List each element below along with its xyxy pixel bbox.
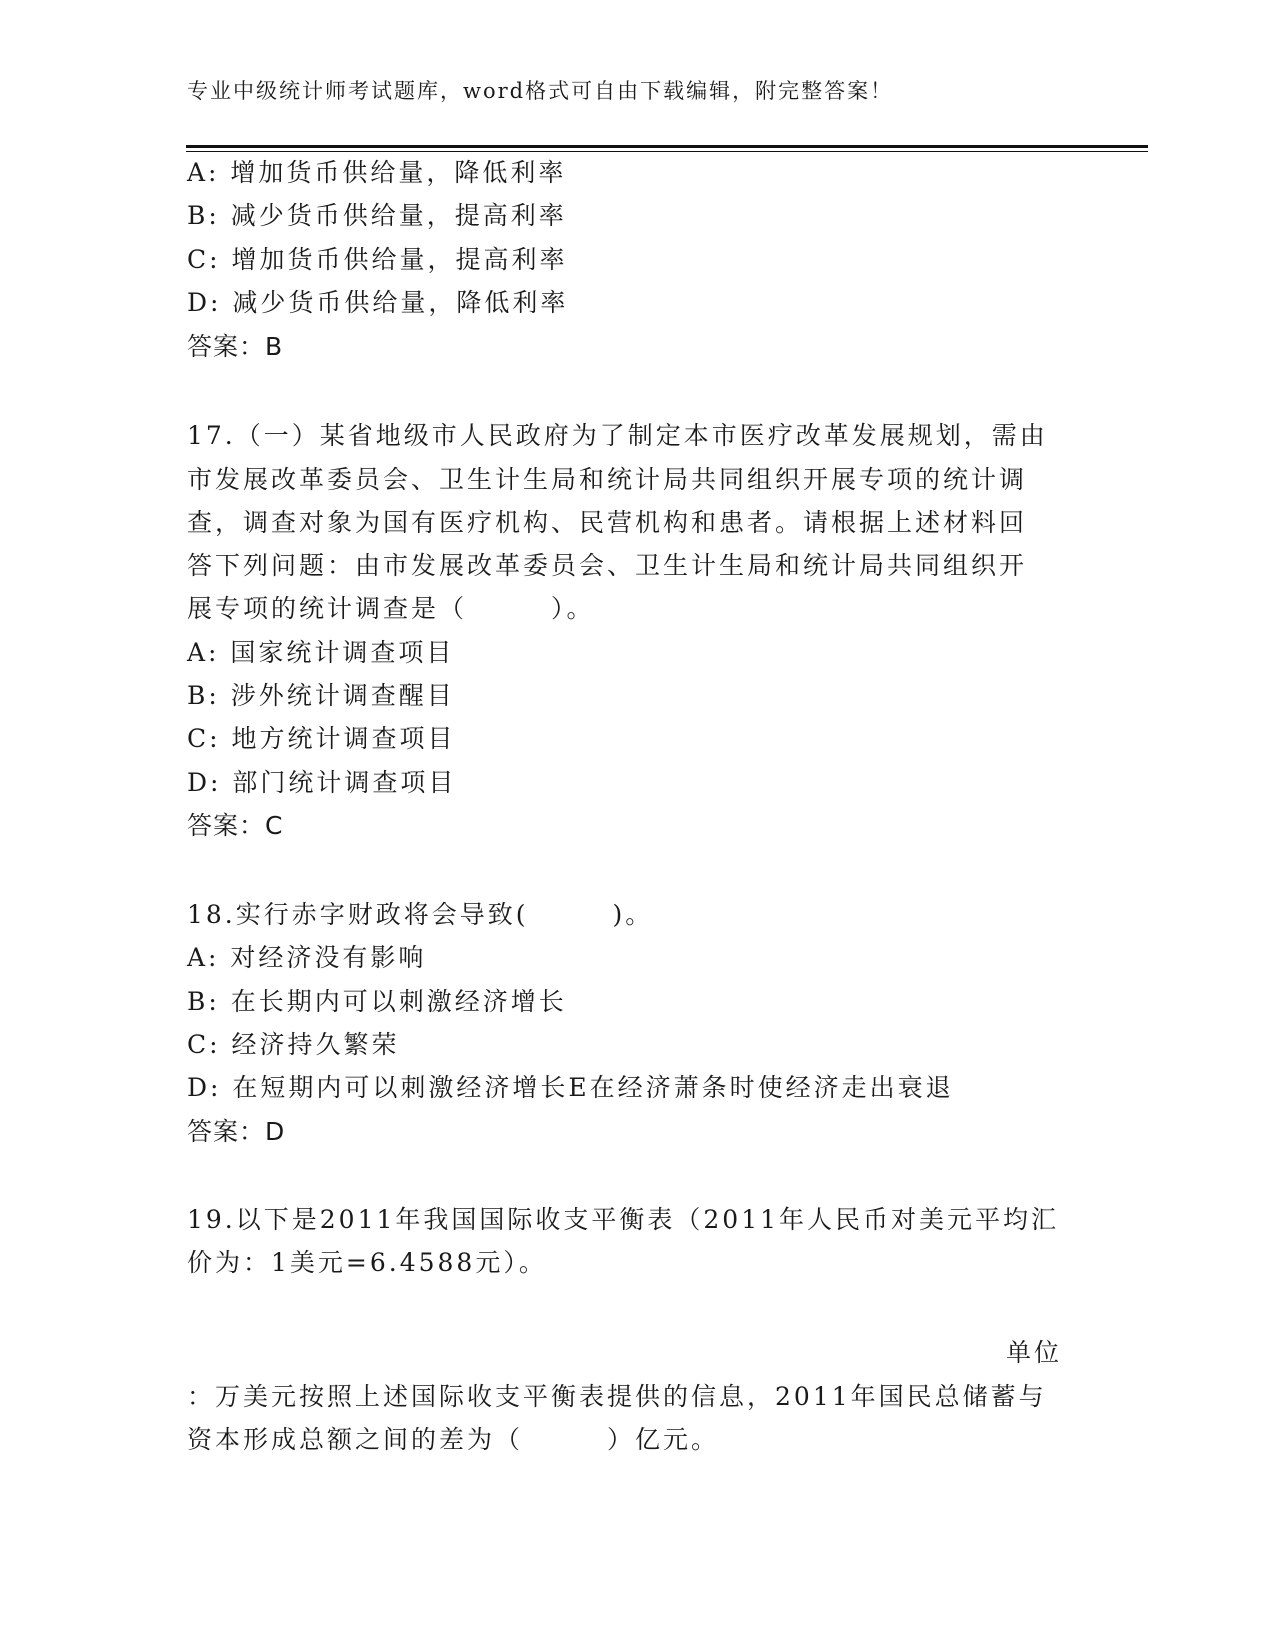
- header-rule-thin: [186, 151, 1148, 152]
- q16-option-a: A: 增加货币供给量，降低利率: [187, 158, 567, 187]
- q18-option-a: A: 对经济没有影响: [187, 943, 427, 972]
- q18-option-c: C: 经济持久繁荣: [187, 1030, 400, 1059]
- q17-stem-line: 市发展改革委员会、卫生计生局和统计局共同组织开展专项的统计调: [187, 465, 1028, 494]
- q18-option-d: D: 在短期内可以刺激经济增长E在经济萧条时使经济走出衰退: [187, 1073, 954, 1102]
- q17-option-d: D: 部门统计调查项目: [187, 768, 457, 797]
- page-header: 专业中级统计师考试题库，word格式可自由下载编辑，附完整答案！: [187, 79, 894, 103]
- q18-stem-line: 18.实行赤字财政将会导致( )。: [187, 900, 654, 929]
- q17-stem-line: 17.（一）某省地级市人民政府为了制定本市医疗改革发展规划，需由: [187, 421, 1048, 450]
- q17-option-b: B: 涉外统计调查醒目: [187, 681, 455, 710]
- q18-answer: 答案：D: [187, 1117, 286, 1146]
- q17-stem-line: 查，调查对象为国有医疗机构、民营机构和患者。请根据上述材料回: [187, 508, 1028, 537]
- q19-unit-label: 单位: [1005, 1338, 1062, 1367]
- q19-cont-line: ：万美元按照上述国际收支平衡表提供的信息，2011年国民总储蓄与: [187, 1382, 1047, 1411]
- q16-answer: 答案：B: [187, 332, 284, 361]
- q19-cont-line: 资本形成总额之间的差为（ ）亿元。: [187, 1425, 720, 1454]
- q17-answer: 答案：C: [187, 811, 284, 840]
- q16-option-b: B: 减少货币供给量，提高利率: [187, 201, 567, 230]
- q19-stem-line: 价为：1美元=6.4588元）。: [187, 1248, 547, 1277]
- q17-stem-line: 展专项的统计调查是（ ）。: [187, 594, 595, 623]
- q17-option-c: C: 地方统计调查项目: [187, 724, 456, 753]
- q17-stem-line: 答下列问题：由市发展改革委员会、卫生计生局和统计局共同组织开: [187, 551, 1028, 580]
- q16-option-c: C: 增加货币供给量，提高利率: [187, 245, 568, 274]
- header-rule-thick: [186, 145, 1148, 148]
- q18-option-b: B: 在长期内可以刺激经济增长: [187, 987, 567, 1016]
- q17-option-a: A: 国家统计调查项目: [187, 638, 455, 667]
- q16-option-d: D: 减少货币供给量，降低利率: [187, 288, 569, 317]
- q19-stem-line: 19.以下是2011年我国国际收支平衡表（2011年人民币对美元平均汇: [187, 1205, 1060, 1234]
